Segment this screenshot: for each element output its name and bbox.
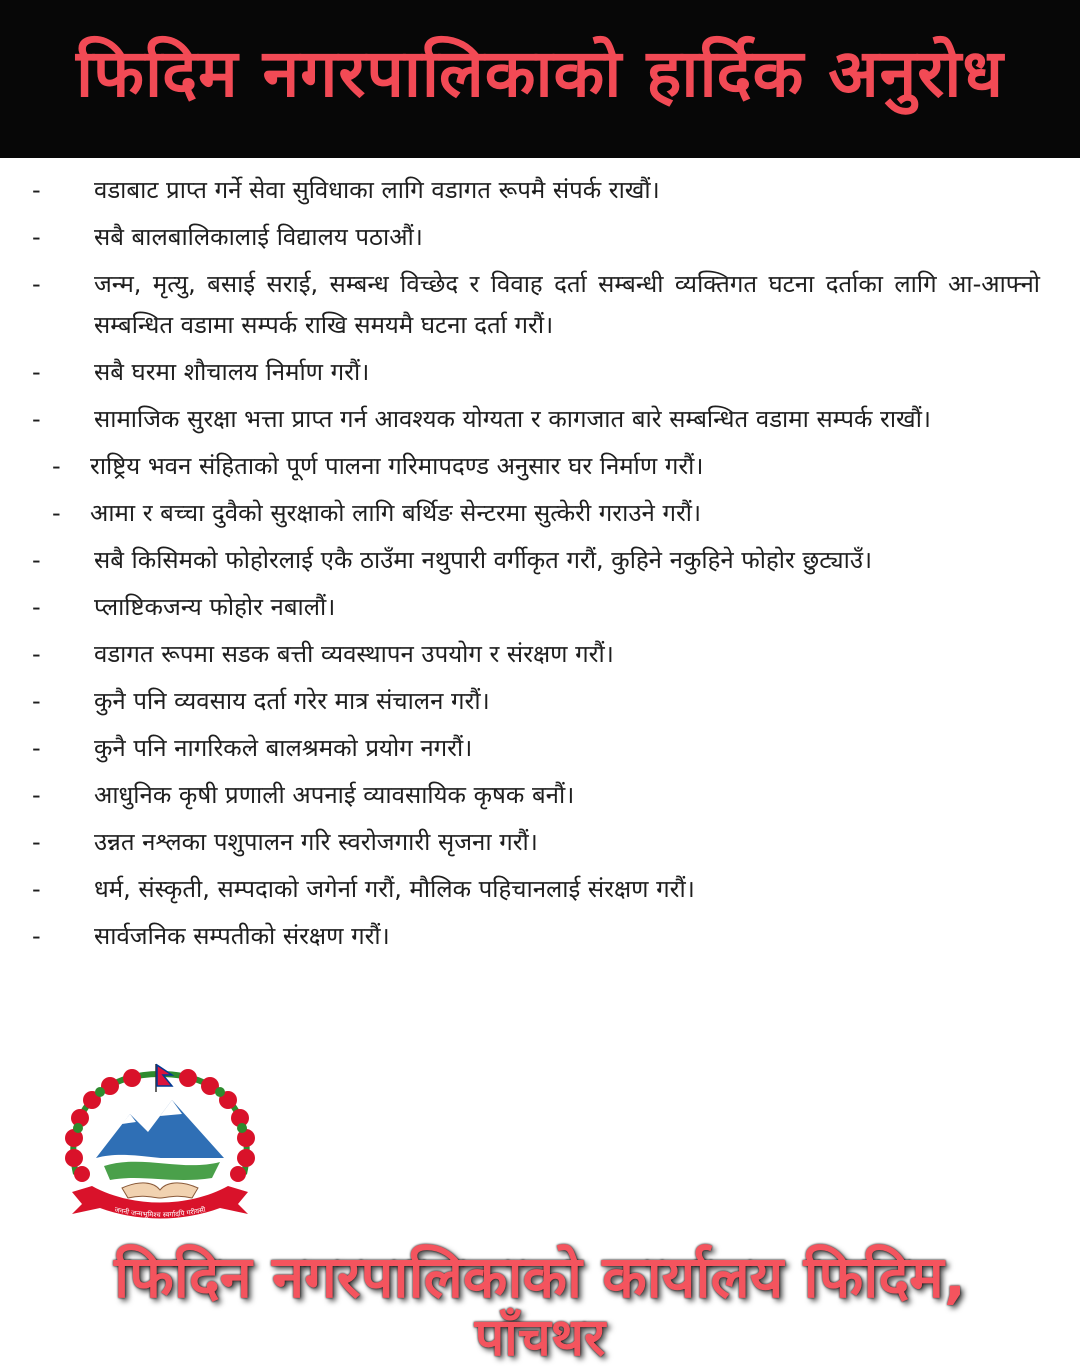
list-item-text: आधुनिक कृषी प्रणाली अपनाई व्यावसायिक कृषक बनौं। (94, 781, 575, 809)
request-list (0, 158, 1060, 957)
nepal-emblem-icon (52, 1062, 268, 1222)
bullet-dash: - (32, 223, 41, 251)
list-item (0, 822, 1060, 863)
request-list-panel (0, 158, 1060, 1058)
list-item (0, 493, 1060, 534)
list-item (0, 775, 1060, 816)
list-item-text: धर्म, संस्कृती, सम्पदाको जगेर्ना गरौं, मौलिक पहिचानलाई संरक्षण गरौं। (94, 875, 695, 903)
bullet-dash: - (32, 176, 41, 204)
list-item (0, 217, 1060, 258)
mountains (96, 1100, 224, 1162)
list-item (0, 264, 1060, 346)
list-item (0, 681, 1060, 722)
list-item-text: कुनै पनि नागरिकले बालश्रमको प्रयोग नगरौं। (94, 734, 473, 762)
list-item (0, 916, 1060, 957)
bullet-dash: - (32, 358, 41, 386)
footer-district: पाँचथर (474, 1308, 606, 1368)
list-item-text: सबै घरमा शौचालय निर्माण गरौं। (94, 358, 370, 386)
list-item-text: सामाजिक सुरक्षा भत्ता प्राप्त गर्न आवश्यक योग्यता र कागजात बारे सम्बन्धित वडामा सम्पर्क राखौं। (94, 405, 932, 433)
list-item-text: कुनै पनि व्यवसाय दर्ता गरेर मात्र संचालन गरौं। (94, 687, 490, 715)
list-item-text: जन्म, मृत्यु, बसाई सराई, सम्बन्ध विच्छेद र विवाह दर्ता सम्बन्धी व्यक्तिगत घटना दर्ताका लागि आ-आफ्नो सम्बन्धित वडामा सम्पर्क राखि समयमै घटना दर्ता गरौं। (94, 270, 1040, 339)
bullet-dash: - (32, 875, 41, 903)
header-banner (0, 0, 1080, 158)
list-item-text: वडागत रूपमा सडक बत्ती व्यवस्थापन उपयोग र संरक्षण गरौं। (94, 640, 614, 668)
bullet-dash: - (52, 452, 61, 480)
list-item (0, 446, 1060, 487)
list-item (0, 540, 1060, 581)
page-title: फिदिम नगरपालिकाको हार्दिक अनुरोध (76, 35, 1004, 112)
list-item (0, 587, 1060, 628)
nepal-flag (156, 1064, 172, 1092)
motto-text: जननी जन्मभूमिश्च स्वर्गादपि गरीयसी (113, 1205, 207, 1220)
bullet-dash: - (32, 593, 41, 621)
bullet-dash: - (32, 734, 41, 762)
bullet-dash: - (52, 499, 61, 527)
handshake-icon (122, 1183, 198, 1198)
list-item-text: उन्नत नश्लका पशुपालन गरि स्वरोजगारी सृजना गरौं। (94, 828, 538, 856)
bullet-dash: - (32, 922, 41, 950)
list-item (0, 634, 1060, 675)
list-item-text: सबै बालबालिकालाई विद्यालय पठाऔं। (94, 223, 423, 251)
list-item-text: आमा र बच्चा दुवैको सुरक्षाको लागि बर्थिङ सेन्टरमा सुत्केरी गराउने गरौं। (90, 499, 702, 527)
bullet-dash: - (32, 640, 41, 668)
list-item (0, 170, 1060, 211)
bullet-dash: - (32, 270, 41, 298)
footer-office-name: फिदिन नगरपालिकाको कार्यालय फिदिम, (114, 1243, 966, 1311)
list-item (0, 399, 1060, 440)
bullet-dash: - (32, 546, 41, 574)
list-item-text: राष्ट्रिय भवन संहिताको पूर्ण पालना गरिमापदण्ड अनुसार घर निर्माण गरौं। (90, 452, 704, 480)
bullet-dash: - (32, 687, 41, 715)
list-item-text: सार्वजनिक सम्पतीको संरक्षण गरौं। (94, 922, 390, 950)
list-item-text: सबै किसिमको फोहोरलाई एकै ठाउँमा नथुपारी वर्गीकृत गरौं, कुहिने नकुहिने फोहोर छुट्याउँ। (94, 546, 873, 574)
list-item (0, 869, 1060, 910)
list-item (0, 352, 1060, 393)
list-item-text: प्लाष्टिकजन्य फोहोर नबालौं। (94, 593, 336, 621)
list-item-text: वडाबाट प्राप्त गर्ने सेवा सुविधाका लागि वडागत रूपमै संपर्क राखौं। (94, 176, 660, 204)
bullet-dash: - (32, 781, 41, 809)
bullet-dash: - (32, 405, 41, 433)
list-item (0, 728, 1060, 769)
bullet-dash: - (32, 828, 41, 856)
green-hills (104, 1162, 220, 1180)
